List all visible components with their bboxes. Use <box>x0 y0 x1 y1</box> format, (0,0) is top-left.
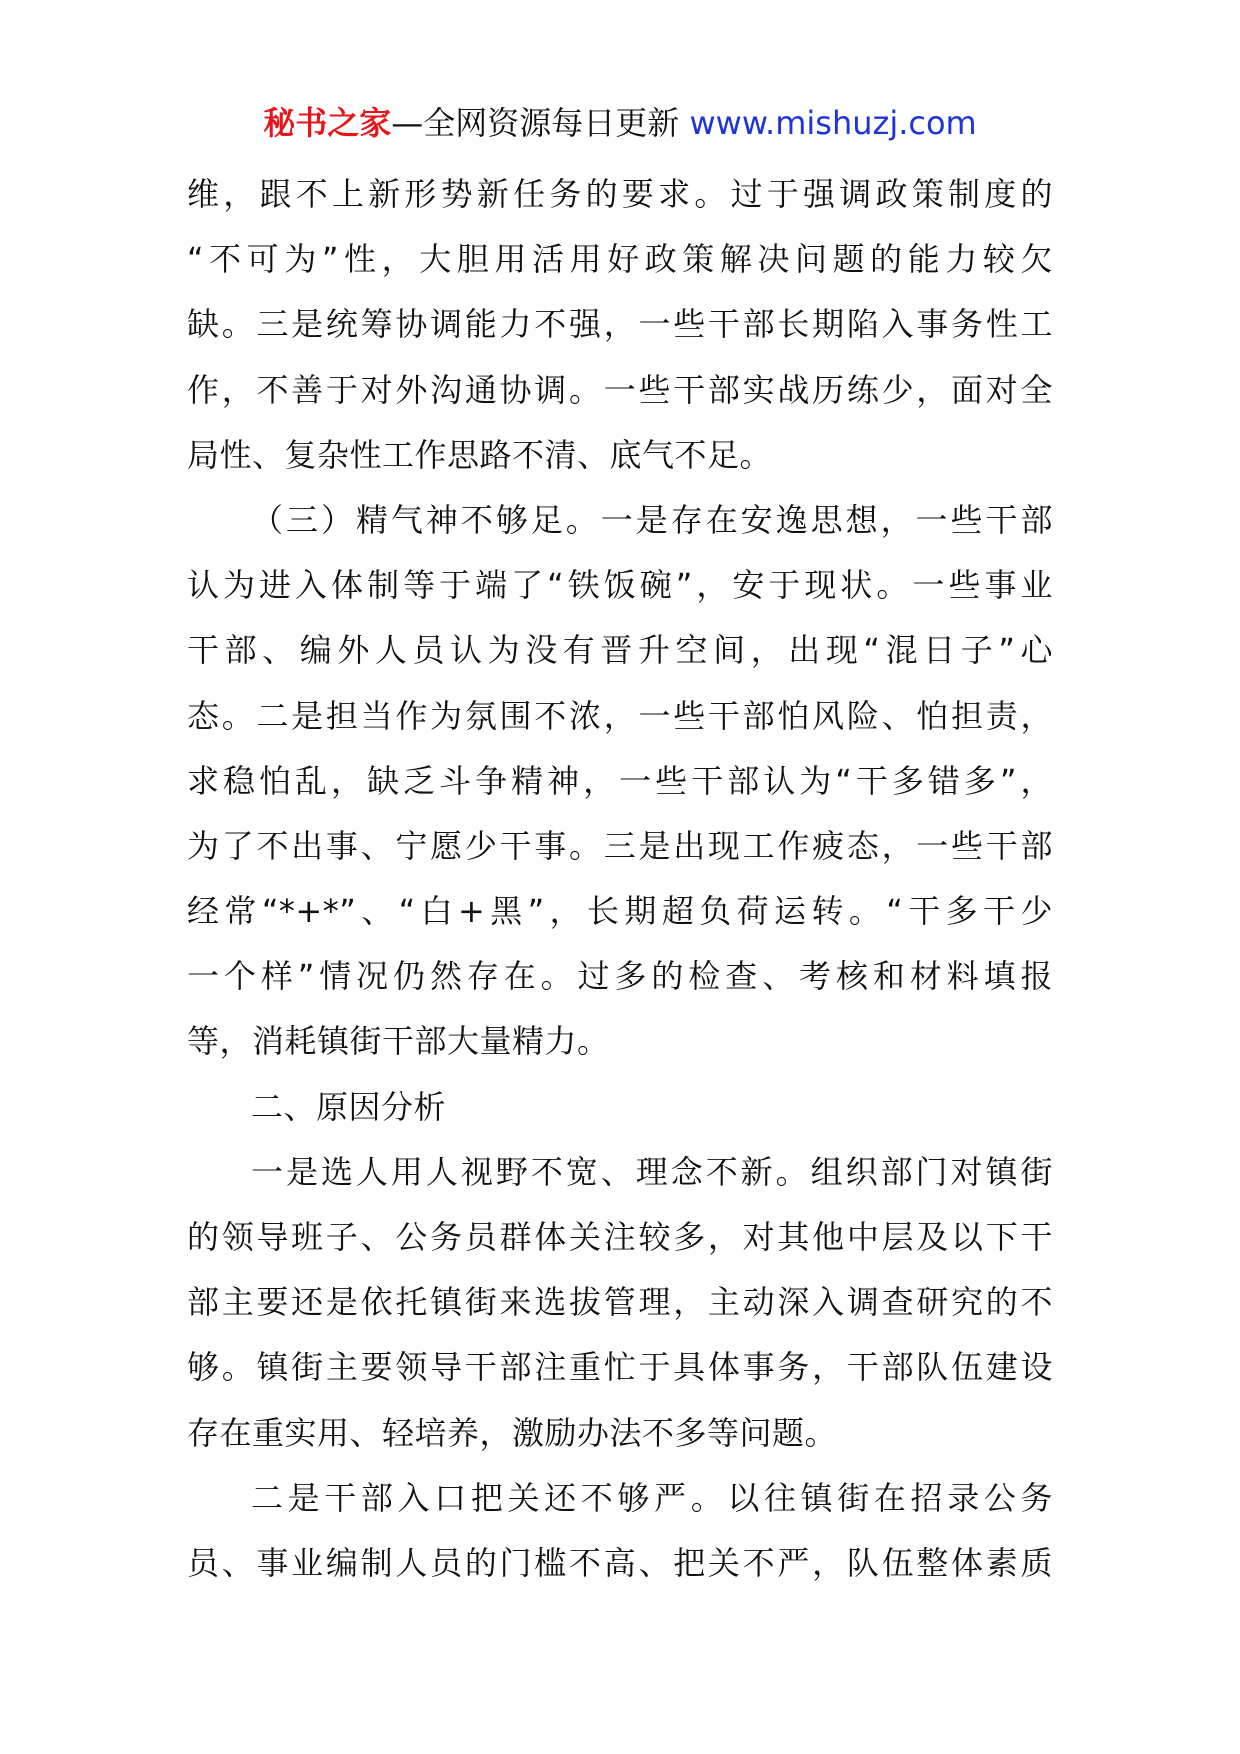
document-body <box>187 162 1053 1596</box>
text-line: 一个样”情况仍然存在。过多的检查、考核和材料填报 <box>187 957 1053 996</box>
brand-name: 秘书之家 <box>263 104 392 142</box>
text-line: 作，不善于对外沟通协调。一些干部实战历练少，面对全 <box>187 370 1053 409</box>
text-line: 够。镇街主要领导干部注重忙于具体事务，干部队伍建设 <box>187 1348 1053 1387</box>
header-tagline: —全网资源每日更新 <box>391 104 690 142</box>
text-line: 存在重实用、轻培养，激励办法不多等问题。 <box>187 1413 838 1452</box>
text-line: 为了不出事、宁愿少干事。三是出现工作疲态，一些干部 <box>187 826 1053 865</box>
text-line: 二、原因分析 <box>251 1087 447 1126</box>
text-line: 维，跟不上新形势新任务的要求。过于强调政策制度的 <box>187 175 1053 213</box>
text-line: 干部、编外人员认为没有晋升空间，出现“混日子”心 <box>187 631 1053 670</box>
text-line: 态。二是担当作为氛围不浓，一些干部怕风险、怕担责， <box>187 696 1053 735</box>
text-line: 经常“*+*”、“白+黑”，长期超负荷运转。“干多干少 <box>187 892 1053 931</box>
site-header <box>0 100 1240 146</box>
text-line: 局性、复杂性工作思路不清、底气不足。 <box>187 435 773 474</box>
text-line: 员、事业编制人员的门槛不高、把关不严，队伍整体素质 <box>187 1543 1053 1582</box>
text-line: 认为进入体制等于端了“铁饭碗”，安于现状。一些事业 <box>187 566 1053 605</box>
text-line: 缺。三是统筹协调能力不强，一些干部长期陷入事务性工 <box>187 305 1053 344</box>
text-line: 二是干部入口把关还不够严。以往镇街在招录公务 <box>251 1478 1053 1517</box>
text-line: 部主要还是依托镇街来选拔管理，主动深入调查研究的不 <box>187 1283 1053 1322</box>
text-line: 的领导班子、公务员群体关注较多，对其他中层及以下干 <box>187 1218 1053 1256</box>
site-url-link[interactable]: www.mishuzj.com <box>689 104 977 142</box>
text-line: 等，消耗镇街干部大量精力。 <box>187 1022 610 1061</box>
text-line: 求稳怕乱，缺乏斗争精神，一些干部认为“干多错多”， <box>187 761 1053 800</box>
text-line: （三）精气神不够足。一是存在安逸思想，一些干部 <box>251 500 1053 539</box>
text-line: 一是选人用人视野不宽、理念不新。组织部门对镇街 <box>251 1152 1053 1191</box>
text-line: “不可为”性，大胆用活用好政策解决问题的能力较欠 <box>187 240 1053 279</box>
